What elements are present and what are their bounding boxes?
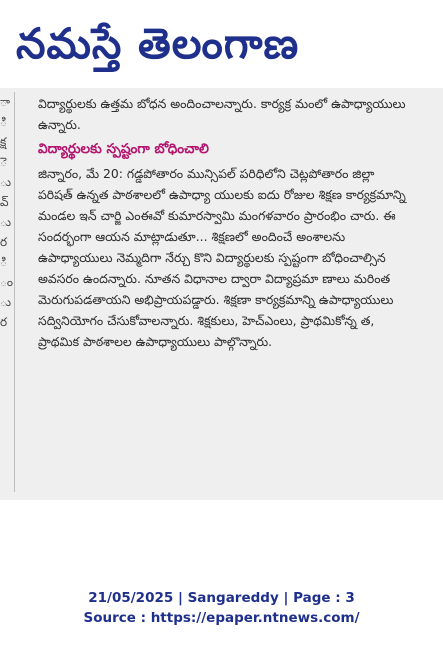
source-link[interactable]: Source : https://epaper.ntnews.com/ bbox=[83, 610, 360, 626]
sidebar-fragment: ం bbox=[0, 275, 14, 289]
column-divider bbox=[14, 92, 15, 492]
article-intro: విద్యార్థులకు ఉత్తమ బోధన అందించాలన్నారు. కార్యక్ర మంలో ఉపాధ్యాయులు ఉన్నారు. bbox=[38, 96, 406, 132]
sidebar-fragment: ర bbox=[0, 235, 8, 249]
article-body: జిన్నారం, మే 20: గడ్డపోతారం మున్సిపల్ పరిధిలోని చెట్లపోతారం జిల్లా పరిషత్ ఉన్నత పాఠశాలలో ఉపాధ్యా యులకు ఐదు రోజుల శిక్షణ కార్యక్రమాన్ని మండల ఇన్ చార్జి ఎంఈవో కుమారస్వామి మంగళవారం ప్రారంభిం చారు. ఈ సందర్భంగా ఆయన మాట్లాడుతూ... శిక్షణలో అందించే అంశాలను ఉపాధ్యాయులు నెమ్మదిగా నేర్చు కొని విద్యార్థులకు స్పష్టంగా బోధించాల్సిన అవసరం ఉందన్నారు. నూతన విధానాల ద్వారా విద్యాప్రమా ణాలు మరింత మెరుగుపడతాయని అభిప్రాయపడ్డారు. శిక్షణా కార్యక్రమాన్ని ఉపాధ్యాయులు సద్వినియోగం చేసుకోవాలన్నారు. శిక్షకులు, హెచ్ఎంలు, ప్రాథమికోన్న త, ప్రాథమిక పాఠశాలల ఉపాధ్యాయులు పాల్గొన్నారు. bbox=[38, 166, 406, 349]
newspaper-masthead: నమస్తే తెలంగాణ bbox=[16, 19, 300, 68]
sidebar-fragment: ు bbox=[0, 215, 12, 229]
sidebar-fragment: ి bbox=[0, 255, 7, 269]
sidebar-fragment: ె bbox=[0, 155, 7, 169]
sidebar-fragment: వ్ bbox=[0, 195, 9, 209]
sidebar-fragment: ు bbox=[0, 175, 12, 189]
sidebar-fragment: క్ష bbox=[0, 135, 7, 149]
article-column bbox=[38, 93, 412, 493]
edition-info: 21/05/2025 | Sangareddy | Page : 3 bbox=[88, 590, 355, 606]
source-footer bbox=[0, 588, 443, 628]
article-headline: విద్యార్థులకు స్పష్టంగా బోధించాలి bbox=[38, 141, 209, 157]
sidebar-fragment: ి bbox=[0, 115, 7, 129]
sidebar-fragment: ర bbox=[0, 315, 8, 329]
adjacent-column-fragments bbox=[0, 92, 14, 492]
sidebar-fragment: ు bbox=[0, 295, 12, 309]
sidebar-fragment: ా bbox=[0, 95, 11, 109]
